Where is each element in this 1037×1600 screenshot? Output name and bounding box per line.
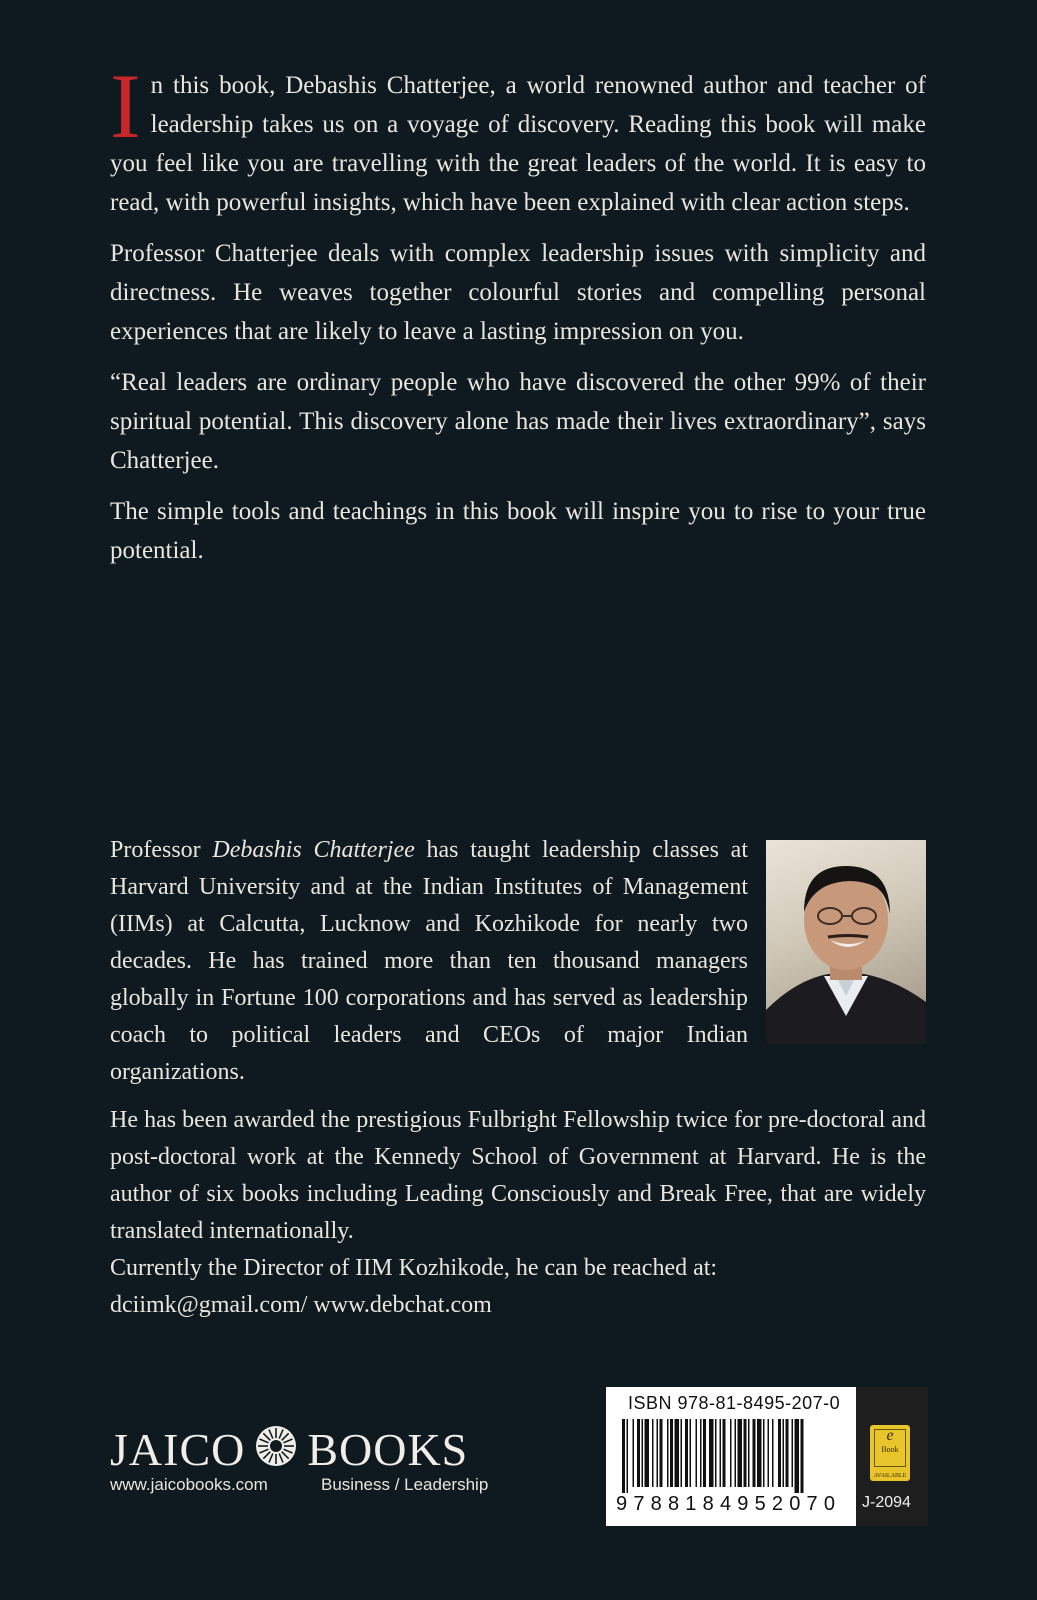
- logo-text-right: BOOKS: [307, 1423, 469, 1475]
- ebook-badge-icon: [870, 1425, 910, 1481]
- bio-paragraph-2: He has been awarded the prestigious Fulbright Fellowship twice for pre-doctoral and post-doctoral work at the Kennedy School of Government at Harvard. He is the author of six books including Leading Consciously and Break Free, that are widely translated internationally.: [110, 1107, 926, 1244]
- blurb-paragraph-1: [110, 55, 926, 222]
- ebook-e: e: [886, 1427, 894, 1444]
- bio-paragraph-1-text: has taught leadership classes at Harvard University and at the Indian Institutes of Management (IIMs) at Calcutta, Lucknow and Kozhikode for nearly two decades. He has trained more than ten thousand managers globally in Fortune 100 corporations and has served as leadership coach to political leaders and CEOs of major Indian organizations.: [110, 837, 748, 1085]
- back-cover-blurb: [110, 55, 926, 582]
- isbn-label: ISBN 978-81-8495-207-0: [628, 1393, 841, 1413]
- catalog-code-box: [856, 1387, 928, 1526]
- book-category: Business / Leadership: [321, 1475, 489, 1494]
- blurb-paragraph-1-text: n this book, Debashis Chatterjee, a world renowned author and teacher of leadership takes us on a voyage of discovery. Reading this book will make you feel like you are travelling with the great leaders of the world. It is easy to read, with powerful insights, which have been explained with clear action steps.: [110, 72, 926, 216]
- bio-prefix: Professor: [110, 837, 213, 863]
- author-name: Debashis Chatterjee: [212, 837, 415, 863]
- bio-contact: dciimk@gmail.com/ www.debchat.com: [110, 1292, 492, 1318]
- logo-text-left: JAICO: [110, 1423, 246, 1475]
- isbn-digits: 9788184952070: [616, 1493, 842, 1515]
- bio-contact-intro: Currently the Director of IIM Kozhikode, he can be reached at:: [110, 1255, 718, 1281]
- ebook-available: AVAILABLE: [873, 1473, 907, 1479]
- bio-paragraph-1: [110, 832, 748, 1091]
- author-bio: [110, 832, 926, 1324]
- blurb-paragraph-4: The simple tools and teachings in this book will inspire you to rise to your true potential.: [110, 498, 926, 564]
- catalog-code: J-2094: [862, 1494, 911, 1511]
- barcode-bars: [622, 1419, 850, 1493]
- drop-cap: I: [110, 55, 141, 157]
- publisher-website: www.jaicobooks.com: [110, 1475, 268, 1494]
- blurb-paragraph-2: Professor Chatterjee deals with complex leadership issues with simplicity and directness. He weaves together colourful stories and compelling personal experiences that are likely to leave a lasting impression on you.: [110, 240, 926, 345]
- publisher-logo: [110, 1418, 468, 1476]
- blurb-quote: “Real leaders are ordinary people who have discovered the other 99% of their spiritual potential. This discovery alone has made their lives extraordinary”, says Chatterjee.: [110, 369, 926, 474]
- sun-wheel-icon: [255, 1425, 297, 1467]
- ebook-book: Book: [881, 1445, 899, 1454]
